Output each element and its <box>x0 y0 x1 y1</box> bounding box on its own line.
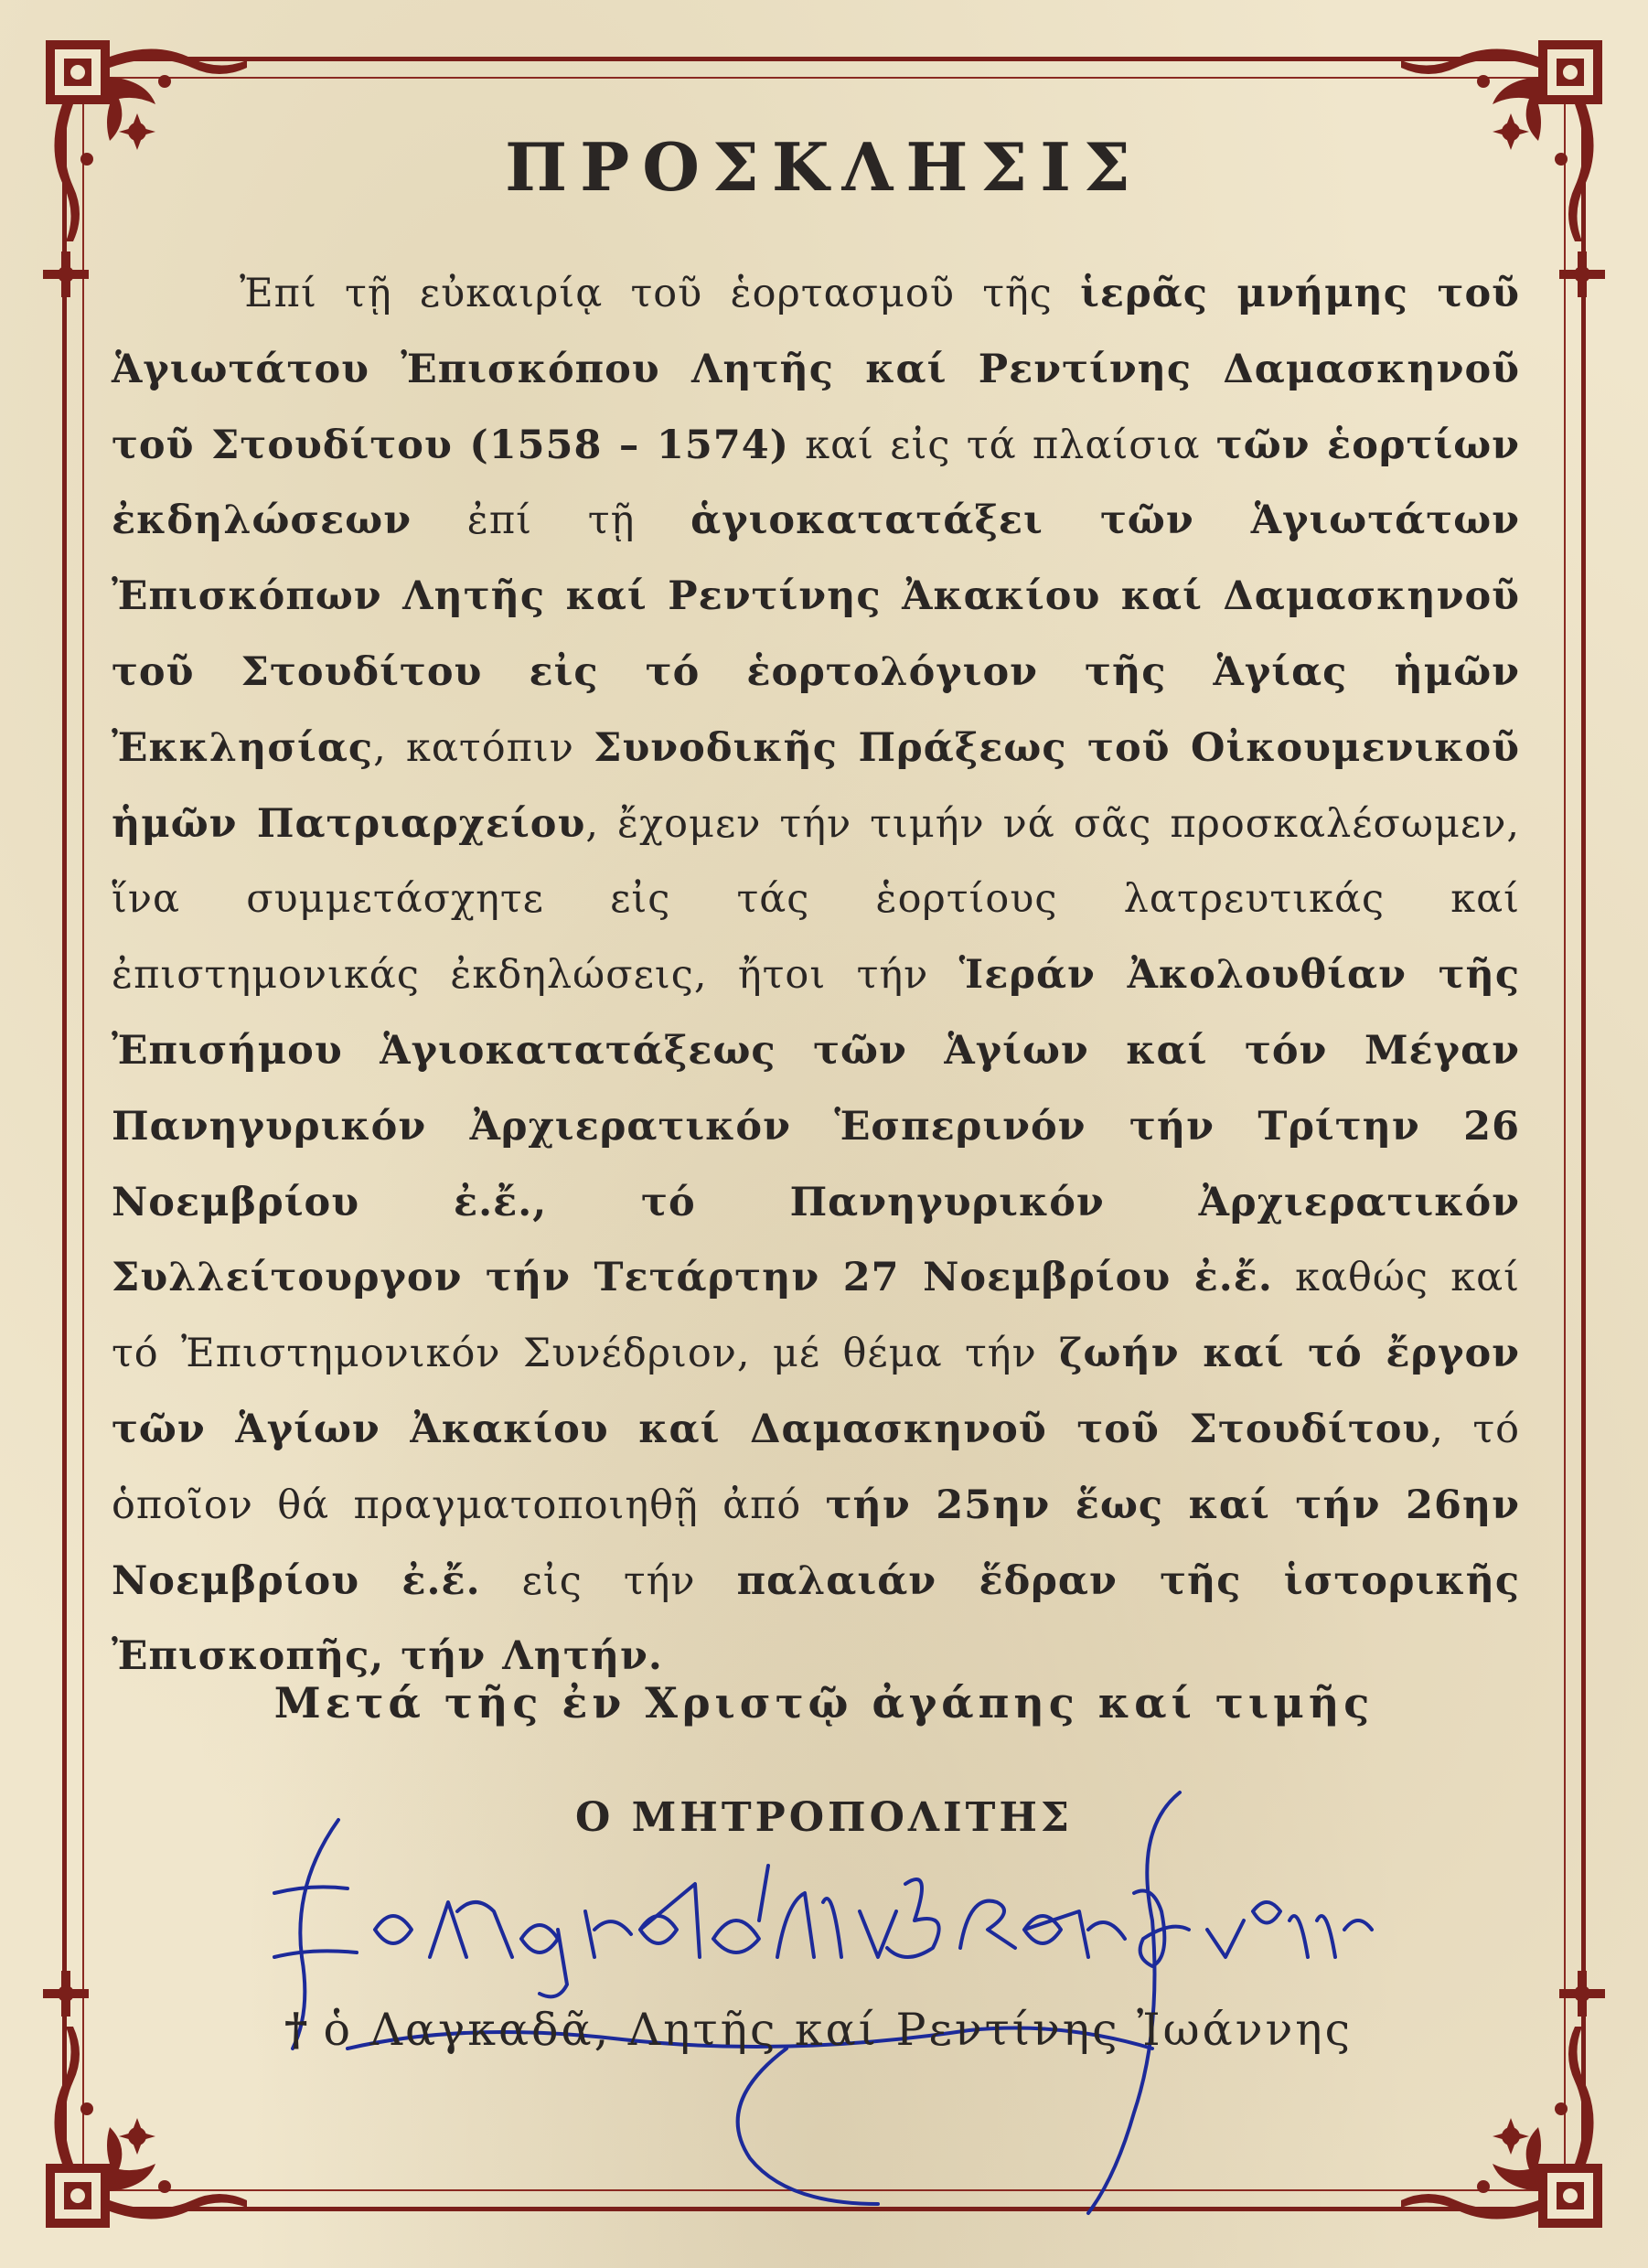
body-text: καί εἰς τά πλαίσια <box>789 422 1216 468</box>
corner-ornament-bottom-left <box>46 2027 247 2228</box>
body-text: εἰς τήν <box>480 1557 737 1604</box>
cross-ornament-icon <box>1555 1966 1610 2021</box>
signer-name-text: ὁ Λαγκαδᾶ, Λητῆς καί Ρεντίνης Ἰωάννης <box>323 2004 1354 2056</box>
body-paragraph <box>112 256 1520 1695</box>
body-text: Ἐπί τῇ εὐκαιρίᾳ τοῦ ἑορτασμοῦ τῆς <box>240 271 1081 316</box>
page-title: ΠΡΟΣΚΛΗΣΙΣ <box>505 128 1143 206</box>
cross-icon: † <box>284 2003 311 2056</box>
signer-name <box>201 2003 1436 2056</box>
body-text-bold: ζωήν καί τό ἔργον τῶν Ἁγίων Ἀκακίου καί Δαμασκηνοῦ τοῦ Στουδίτου <box>112 1331 1520 1452</box>
invitation-body <box>112 256 1520 1695</box>
cross-ornament-icon <box>38 1966 93 2021</box>
cross-ornament-icon <box>38 247 93 302</box>
body-text-bold: ἁγιοκατατάξει τῶν Ἁγιωτάτων Ἐπισκόπων Λητῆς καί Ρεντίνης Ἀκακίου καί Δαμασκηνοῦ τοῦ Στουδίτου εἰς τό ἑορτολόγιον τῆς Ἁγίας ἡμῶν Ἐκκλησίας <box>112 497 1520 771</box>
corner-ornament-bottom-right <box>1401 2027 1602 2228</box>
body-text: , ἔχομεν τήν τιμήν νά σᾶς προσκαλέσωμεν, ἵνα συμμετάσχητε εἰς τάς ἑορτίους λατρευτικάς καί ἐπιστημονικάς ἐκδηλώσεις, ἤτοι τήν <box>112 800 1520 999</box>
closing-salutation: Μετά τῆς ἐν Χριστῷ ἀγάπης καί τιμῆς <box>273 1678 1375 1728</box>
body-text: ἐπί τῇ <box>412 497 691 544</box>
cross-ornament-icon <box>1555 247 1610 302</box>
body-text: , τό ὁποῖον θά πραγματοποιηθῇ ἀπό <box>112 1406 1521 1528</box>
body-text-bold: τῶν ἑορτίων ἐκδηλώσεων <box>112 422 1520 544</box>
body-text-bold: Συνοδικῆς Πράξεως τοῦ Οἰκουμενικοῦ ἡμῶν Πατριαρχείου <box>112 724 1521 847</box>
signer-title: Ο ΜΗΤΡΟΠΟΛΙΤΗΣ <box>574 1794 1074 1841</box>
body-text-bold: Ἱεράν Ἀκολουθίαν τῆς Ἐπισήμου Ἁγιοκατατάξεως τῶν Ἁγίων καί τόν Μέγαν Πανηγυρικόν Ἀρχιερατικόν Ἑσπερινόν τήν Τρίτην 26 Νοεμβρίου ἐ.ἔ., τό Πανηγυρικόν Ἀρχιερατικόν Συλλείτουργον τήν Τετάρτην 27 Νοεμβρίου ἐ.ἔ. <box>112 952 1521 1301</box>
body-text: , κατόπιν <box>373 724 594 771</box>
body-text-bold: τήν 25ην ἕως καί τήν 26ην Νοεμβρίου ἐ.ἔ. <box>112 1482 1520 1604</box>
body-text-bold: ἱερᾶς μνήμης τοῦ Ἁγιωτάτου Ἐπισκόπου Λητῆς καί Ρεντίνης Δαμασκηνοῦ τοῦ Στουδίτου (1558 – 1574) <box>112 271 1520 468</box>
body-text: καθώς καί τό Ἐπιστημονικόν Συνέδριον, μέ θέμα τήν <box>112 1255 1520 1377</box>
body-text-bold: παλαιάν ἕδραν τῆς ἱστορικῆς Ἐπισκοπῆς, τήν Λητήν. <box>112 1557 1521 1680</box>
